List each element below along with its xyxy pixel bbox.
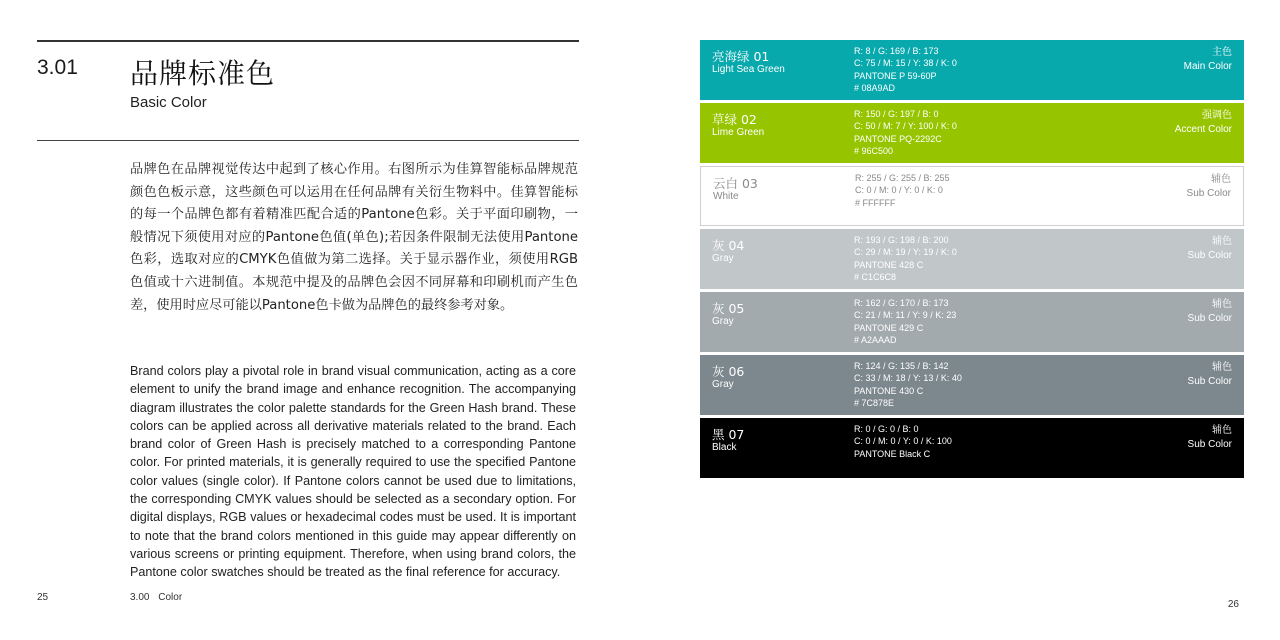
page-title-cn: 品牌标准色 (130, 57, 276, 90)
swatch-values (855, 172, 950, 209)
swatch-value-line: C: 0 / M: 0 / Y: 0 / K: 100 (854, 436, 952, 447)
footer-section-title: Color (158, 592, 183, 603)
swatch-role-en: Sub Color (1187, 376, 1232, 387)
swatch-role-cn: 辅色 (1212, 299, 1232, 310)
color-swatch (700, 103, 1244, 163)
swatch-role-en: Sub Color (1187, 313, 1232, 324)
swatch-value-line: # 7C878E (854, 397, 895, 408)
swatch-value-line: # FFFFFF (855, 197, 896, 208)
swatch-value-line: # A2AAAD (854, 334, 897, 345)
swatch-role (1188, 424, 1232, 452)
swatch-name-en: Gray (712, 379, 734, 390)
swatch-name-en: Black (712, 442, 737, 453)
swatch-value-line: # 08A9AD (854, 82, 896, 93)
swatch-role-en: Sub Color (1187, 439, 1232, 450)
swatch-values (854, 108, 957, 157)
footer-section-number: 3.00 (130, 592, 150, 603)
swatch-name-cn: 灰 04 (712, 238, 745, 253)
swatch-role (1184, 46, 1232, 74)
swatch-role-cn: 辅色 (1212, 236, 1232, 247)
color-swatch (700, 229, 1244, 289)
swatch-role (1188, 298, 1232, 326)
swatch-value-line: R: 8 / G: 169 / B: 173 (854, 46, 939, 56)
color-swatch (700, 166, 1244, 226)
top-rule (37, 40, 579, 42)
swatch-role-en: Sub Color (1186, 188, 1231, 199)
swatch-value-line: PANTONE Black C (854, 448, 931, 459)
swatch-value-line: # 96C500 (854, 145, 894, 156)
swatch-value-line: PANTONE 430 C (854, 385, 924, 396)
swatch-value-line: C: 21 / M: 11 / Y: 9 / K: 23 (854, 310, 957, 321)
swatch-value-line: C: 75 / M: 15 / Y: 38 / K: 0 (854, 58, 957, 69)
color-swatch (700, 40, 1244, 100)
swatch-role (1175, 109, 1232, 137)
swatch-value-line: # C1C6C8 (854, 271, 897, 282)
swatch-role (1188, 361, 1232, 389)
swatch-role-cn: 辅色 (1212, 425, 1232, 436)
page-title-en: Basic Color (130, 94, 207, 111)
swatch-value-line: PANTONE P 59-60P (854, 70, 937, 81)
swatch-role-cn: 主色 (1212, 47, 1232, 58)
swatch-value-line: PANTONE 429 C (854, 322, 924, 333)
swatch-value-line: R: 124 / G: 135 / B: 142 (854, 361, 949, 371)
swatch-name-cn: 灰 06 (712, 364, 745, 379)
color-swatch (700, 418, 1244, 478)
swatch-values (854, 234, 957, 283)
swatch-name-cn: 灰 05 (712, 301, 745, 316)
swatch-role-cn: 强调色 (1202, 110, 1232, 121)
color-swatch (700, 355, 1244, 415)
swatch-name-en: Gray (712, 316, 734, 327)
swatch-role-en: Accent Color (1174, 124, 1232, 135)
swatch-value-line: R: 162 / G: 170 / B: 173 (854, 298, 949, 308)
footer-section (130, 592, 182, 603)
body-text-en: Brand colors play a pivotal role in brand visual communication, acting as a core element to unify the brand image and enhance recognition. The accompanying diagram illustrates the color palette standards for the Green Hash brand. These colors can be applied across all derivative materials related to the brand. Each brand color of Green Hash is precisely matched to a corresponding Pantone color. For printed materials, it is generally required to use the specified Pantone color values (single color). If Pantone colors cannot be used due to limitations, the corresponding CMYK values should be selected as a secondary option. For digital displays, RGB values or hexadecimal codes must be used. It is important to note that the brand colors mentioned in this guide may appear differently on various screens or printing equipment. Therefore, when using brand colors, the Pantone color swatches should be treated as the final reference for accuracy. (130, 364, 576, 580)
swatch-role-cn: 辅色 (1212, 362, 1232, 373)
swatch-value-line: R: 150 / G: 197 / B: 0 (854, 109, 939, 119)
header-divider (37, 140, 579, 141)
swatch-role (1187, 173, 1231, 201)
swatch-name-en: Gray (712, 253, 734, 264)
color-swatch (700, 292, 1244, 352)
page-number-left: 25 (37, 592, 49, 603)
swatch-value-line: C: 33 / M: 18 / Y: 13 / K: 40 (854, 373, 962, 384)
swatch-value-line: R: 255 / G: 255 / B: 255 (855, 173, 950, 183)
swatch-values (854, 45, 957, 94)
swatch-value-line: R: 0 / G: 0 / B: 0 (854, 424, 919, 434)
swatch-name-en: Lime Green (712, 127, 765, 138)
swatch-role-en: Main Color (1183, 61, 1232, 72)
swatch-value-line: C: 50 / M: 7 / Y: 100 / K: 0 (854, 121, 957, 132)
swatch-value-line: PANTONE PQ-2292C (854, 133, 942, 144)
section-number: 3.01 (37, 56, 78, 79)
swatch-role (1188, 235, 1232, 263)
swatch-name-cn: 草绿 02 (712, 112, 757, 127)
swatch-name-cn: 黑 07 (712, 427, 745, 442)
swatch-name-cn: 亮海绿 01 (712, 49, 770, 64)
swatch-name-en: Light Sea Green (712, 64, 785, 75)
swatch-name-cn: 云白 03 (713, 176, 758, 191)
swatch-values (854, 423, 952, 460)
right-page (640, 0, 1280, 640)
swatch-role-cn: 辅色 (1211, 174, 1231, 185)
swatch-name-en: White (713, 191, 739, 202)
page-number-right: 26 (1227, 599, 1239, 610)
swatch-value-line: C: 29 / M: 19 / Y: 19 / K: 0 (854, 247, 957, 258)
swatch-value-line: PANTONE 428 C (854, 259, 924, 270)
swatch-value-line: R: 193 / G: 198 / B: 200 (854, 235, 949, 245)
swatch-value-line: C: 0 / M: 0 / Y: 0 / K: 0 (855, 185, 943, 196)
swatch-values (854, 297, 956, 346)
color-swatch-list (700, 40, 1244, 481)
body-text-cn: 品牌色在品牌视觉传达中起到了核心作用。右图所示为佳算智能标品牌规范颜色色板示意，这些颜色可以运用在任何品牌有关衍生物料中。佳算智能标的每一个品牌色都有着精准匹配合适的Pantone色彩。关于平面印刷物，一般情况下须使用对应的Pantone色值(单色);若因条件限制无法使用Pantone色彩，选取对应的CMYK色值做为第二选择。关于显示器作业，须使用RGB色值或十六进制值。本规范中提及的品牌色会因不同屏幕和印刷机而产生色差，使用时应尽可能以Pantone色卡做为品牌色的最终参考对象。 (130, 162, 578, 313)
swatch-values (854, 360, 962, 409)
swatch-role-en: Sub Color (1187, 250, 1232, 261)
